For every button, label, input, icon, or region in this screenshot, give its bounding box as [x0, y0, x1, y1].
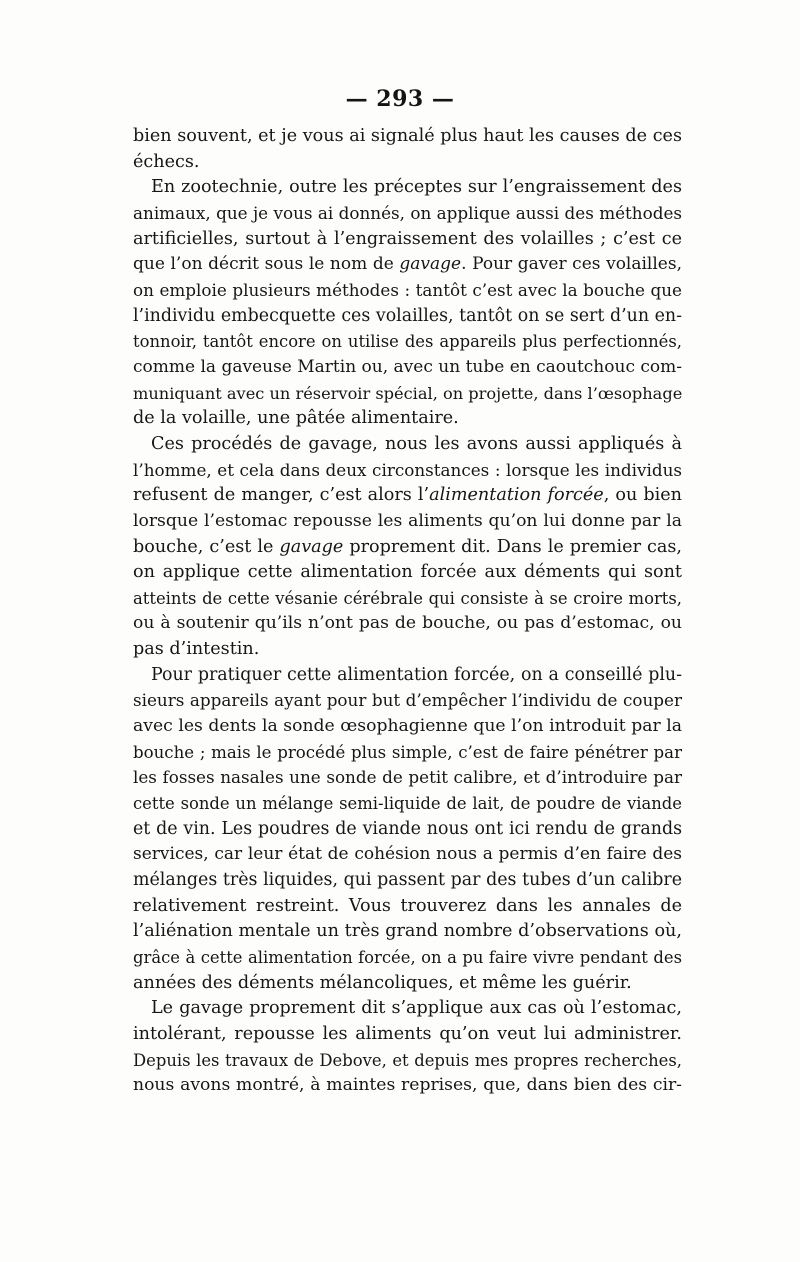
- emphasized-term: gavage: [399, 254, 462, 275]
- text-line: mélanges très liquides, qui passent par des tubes d’un calibre: [133, 870, 682, 891]
- text-line: [133, 483, 682, 509]
- text-segment: que l’on décrit sous le nom de: [133, 254, 400, 275]
- emphasized-term: gavage: [279, 536, 344, 557]
- text-line: En zootechnie, outre les préceptes sur l’engraissement des: [151, 177, 682, 198]
- text-line: on emploie plusieurs méthodes : tantôt c’est avec la bouche que: [133, 279, 682, 300]
- text-line: Depuis les travaux de Debove, et depuis mes propres recherches,: [133, 1050, 682, 1070]
- text-line: on applique cette alimentation forcée aux déments qui sont: [133, 562, 682, 583]
- text-line: ou à soutenir qu’ils n’ont pas de bouche, ou pas d’estomac, ou: [133, 613, 682, 634]
- text-line: artificielles, surtout à l’engraissement des volailles ; c’est ce: [133, 228, 682, 249]
- text-line: Ces procédés de gavage, nous les avons aussi appliqués à: [151, 433, 682, 454]
- text-line: comme la gaveuse Martin ou, avec un tube en caoutchouc com-: [133, 356, 682, 377]
- text-line: relativement restreint. Vous trouverez dans les annales de: [133, 895, 682, 916]
- text-line: lorsque l’estomac repousse les aliments qu’on lui donne par la: [133, 510, 682, 531]
- text-line: sieurs appareils ayant pour but d’empêcher l’individu de couper: [133, 690, 682, 711]
- text-line: bien souvent, et je vous ai signalé plus haut les causes de ces: [133, 126, 682, 146]
- text-line: intolérant, repousse les aliments qu’on veut lui administrer.: [133, 1023, 682, 1044]
- text-line: cette sonde un mélange semi-liquide de lait, de poudre de viande: [133, 794, 682, 814]
- text-line: bouche ; mais le procédé plus simple, c’est de faire pénétrer par: [133, 742, 682, 762]
- page-number: — 293 —: [345, 86, 455, 112]
- text-line: animaux, que je vous ai donnés, on applique aussi des méthodes: [133, 202, 682, 223]
- text-line: l’homme, et cela dans deux circonstances : lorsque les individus: [133, 459, 682, 480]
- text-segment: proprement dit. Dans le premier cas,: [343, 536, 682, 557]
- text-line: avec les dents la sonde œsophagienne que l’on introduit par la: [133, 716, 682, 737]
- text-segment: refusent de manger, c’est alors l’: [133, 485, 430, 506]
- text-line: [133, 535, 682, 561]
- text-line: années des déments mélancoliques, et même les guérir.: [133, 972, 632, 993]
- text-line: l’aliénation mentale un très grand nombre d’observations où,: [133, 921, 682, 942]
- text-line: pas d’intestin.: [133, 639, 260, 660]
- text-line: les fosses nasales une sonde de petit calibre, et d’introduire par: [133, 767, 682, 788]
- emphasized-term: alimentation forcée: [429, 485, 604, 506]
- text-line: et de vin. Les poudres de viande nous ont ici rendu de grands: [133, 818, 682, 839]
- text-line: échecs.: [133, 151, 200, 172]
- body-text: [133, 124, 682, 1099]
- text-segment: . Pour gaver ces volailles,: [461, 254, 682, 275]
- text-line: atteints de cette vésanie cérébrale qui consiste à se croire morts,: [133, 588, 682, 608]
- text-line: de la volaille, une pâtée alimentaire.: [133, 408, 459, 429]
- text-line: nous avons montré, à maintes reprises, que, dans bien des cir-: [133, 1075, 682, 1096]
- text-line: services, car leur état de cohésion nous a permis d’en faire des: [133, 844, 682, 865]
- text-segment: , ou bien: [603, 485, 682, 506]
- text-line: Le gavage proprement dit s’applique aux cas où l’estomac,: [151, 998, 682, 1019]
- text-line: [133, 252, 682, 278]
- text-segment: bouche, c’est le: [133, 536, 280, 557]
- text-line: muniquant avec un réservoir spécial, on projette, dans l’œsophage: [133, 383, 683, 403]
- text-line: l’individu embecquette ces volailles, tantôt on se sert d’un en-: [133, 305, 682, 326]
- text-line: tonnoir, tantôt encore on utilise des appareils plus perfectionnés,: [133, 332, 682, 352]
- text-line: grâce à cette alimentation forcée, on a pu faire vivre pendant des: [133, 948, 682, 967]
- text-line: Pour pratiquer cette alimentation forcée, on a conseillé plu-: [151, 664, 682, 685]
